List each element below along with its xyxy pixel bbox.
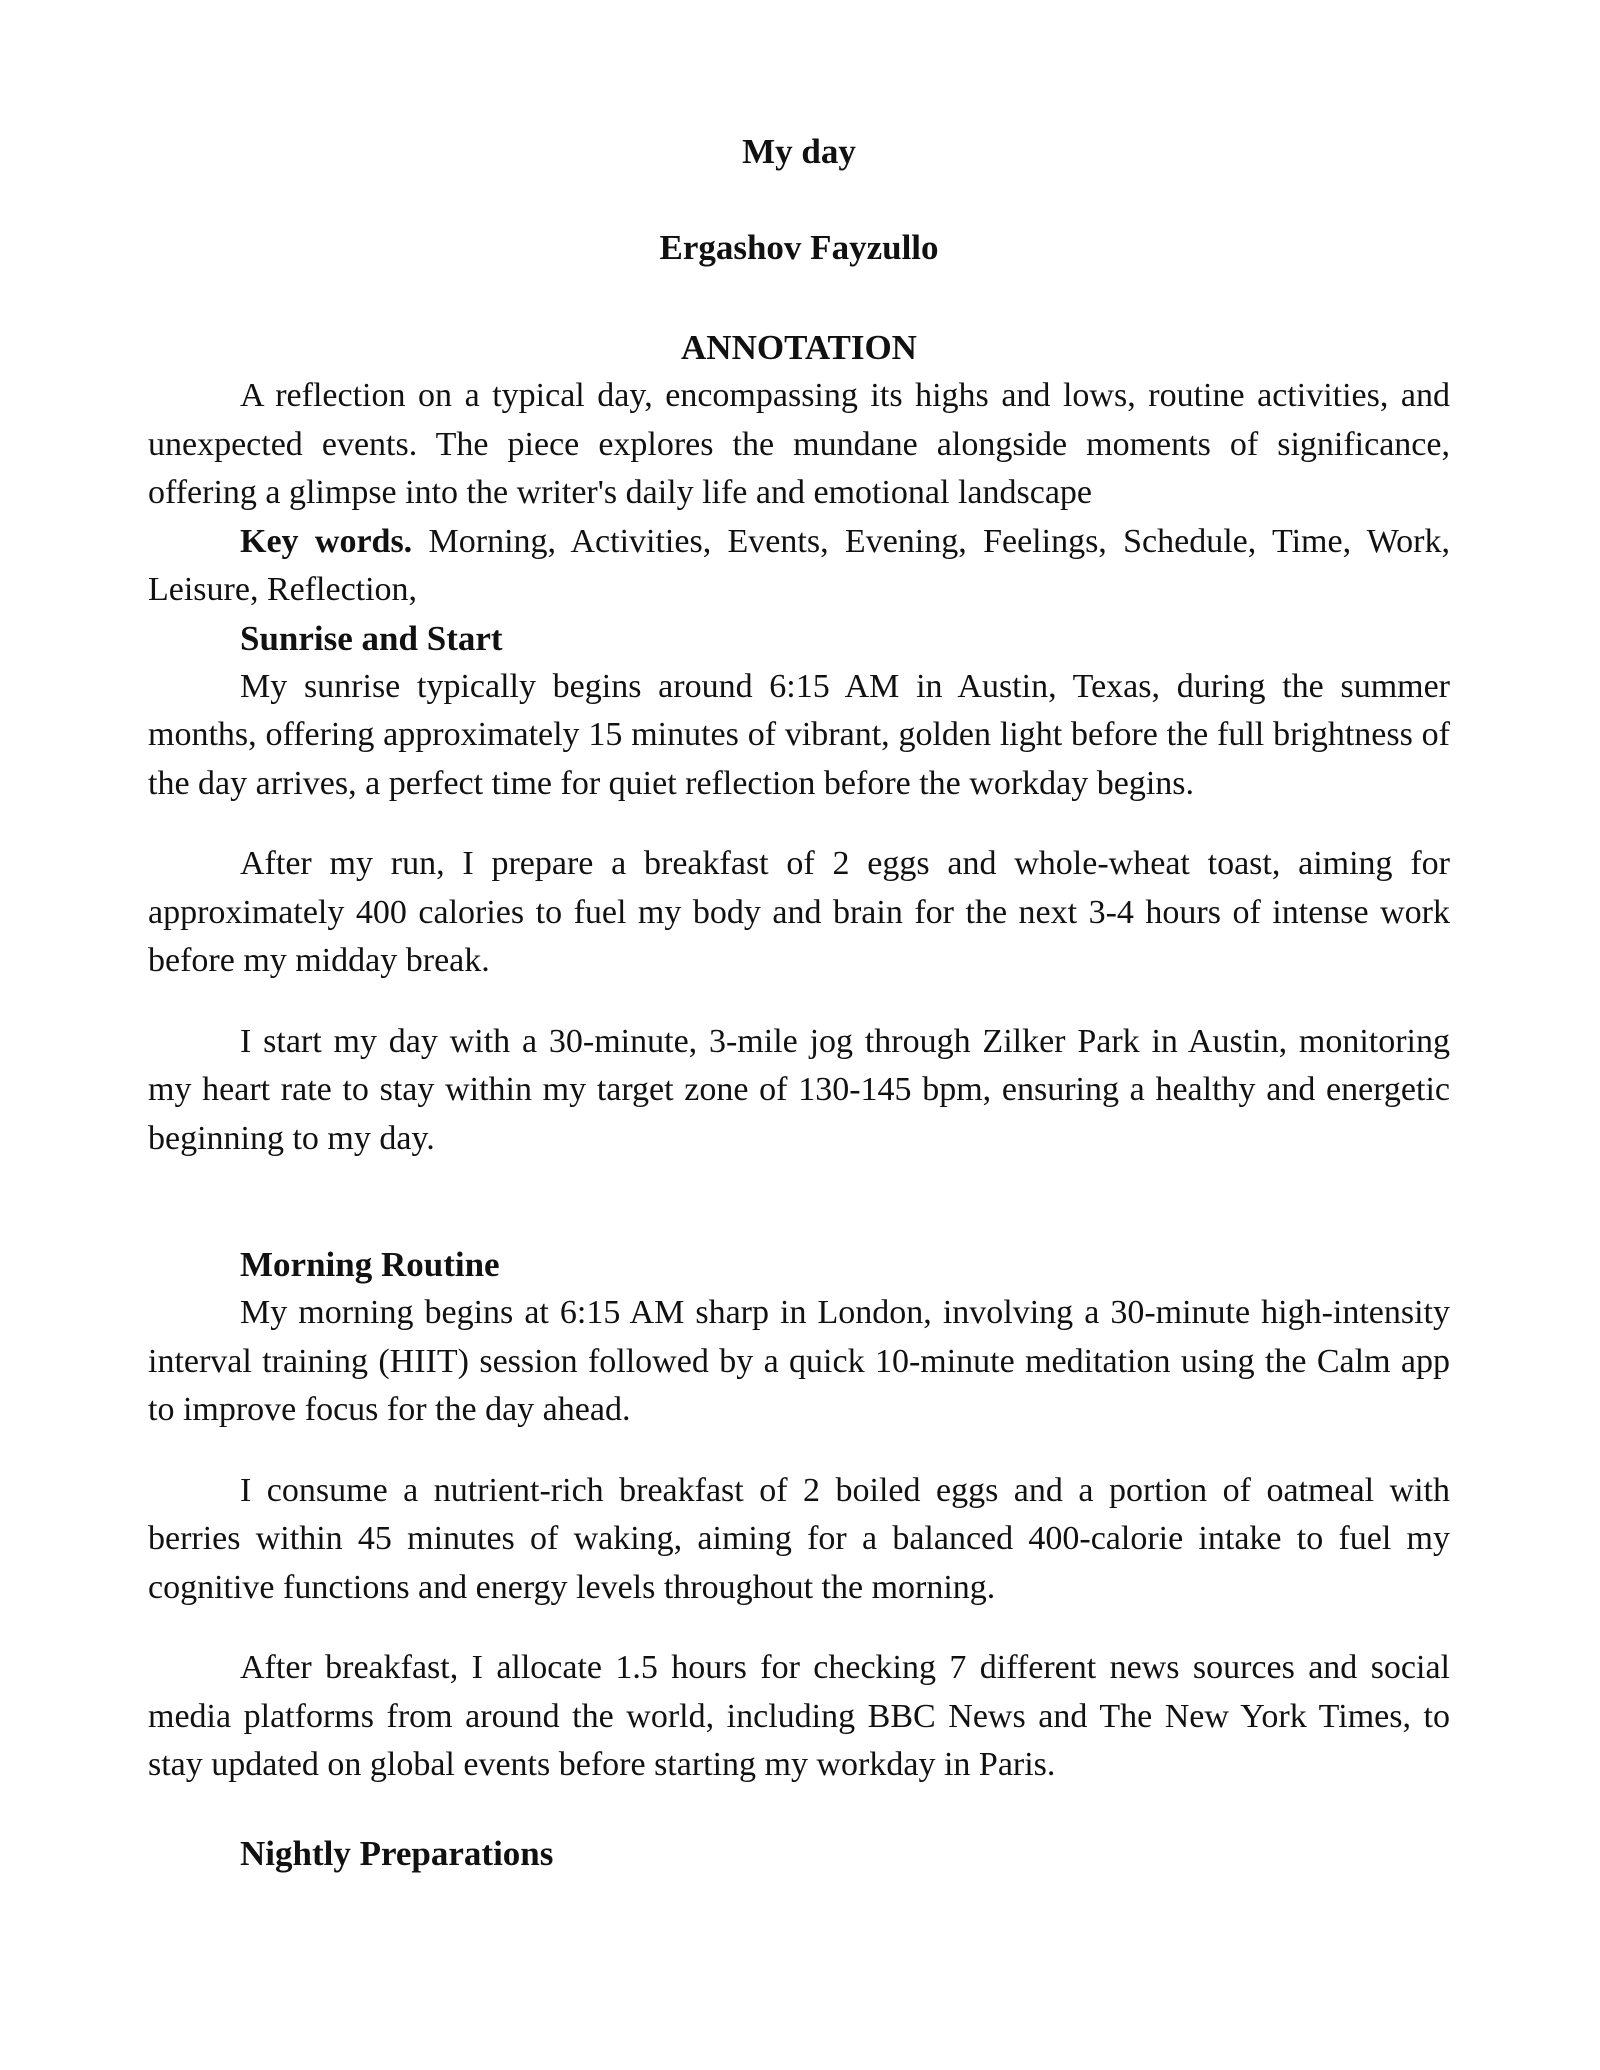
author-name: Ergashov Fayzullo xyxy=(659,228,939,267)
section-paragraph: After my run, I prepare a breakfast of 2 eggs and whole-wheat toast, aiming for approximately 400 calories to fuel my body and brain for the next 3-4 hours of intense work before my midday break. xyxy=(148,845,1450,979)
annotation-text: A reflection on a typical day, encompassing its highs and lows, routine activities, and unexpected events. The piece explores the mundane alongside moments of significance, offering a glimpse into the writer's daily life and emotional landscape xyxy=(148,377,1450,511)
section-paragraph: My sunrise typically begins around 6:15 AM in Austin, Texas, during the summer months, offering approximately 15 minutes of vibrant, golden light before the full brightness of the day arrives, a perfect time for quiet reflection before the workday begins. xyxy=(148,667,1450,802)
section-heading-morning-routine: Morning Routine xyxy=(240,1245,500,1284)
keywords-text: Morning, Activities, Events, Evening, Feelings, Schedule, Time, Work, Leisure, Reflection, xyxy=(148,522,1450,608)
section-paragraph: I consume a nutrient-rich breakfast of 2 boiled eggs and a portion of oatmeal with berries within 45 minutes of waking, aiming for a balanced 400-calorie intake to fuel my cognitive functions and energy levels throughout the morning. xyxy=(148,1471,1450,1606)
annotation-heading: ANNOTATION xyxy=(681,328,917,367)
document-page xyxy=(148,128,1450,1878)
section-paragraph: I start my day with a 30-minute, 3-mile jog through Zilker Park in Austin, monitoring my heart rate to stay within my target zone of 130-145 bpm, ensuring a healthy and energetic beginning to my day. xyxy=(148,1022,1450,1157)
section-paragraph: After breakfast, I allocate 1.5 hours for checking 7 different news sources and social media platforms from around the world, including BBC News and The New York Times, to stay updated on global events before starting my workday in Paris. xyxy=(148,1649,1450,1783)
section-heading-nightly-preparations: Nightly Preparations xyxy=(240,1833,554,1873)
keywords-label: Key words. xyxy=(240,522,413,560)
section-heading-sunrise-and-start: Sunrise and Start xyxy=(240,618,503,658)
document-title: My day xyxy=(742,132,856,171)
keywords-paragraph xyxy=(148,518,1450,615)
section-paragraph: My morning begins at 6:15 AM sharp in London, involving a 30-minute high-intensity interval training (HIIT) session followed by a quick 10-minute meditation using the Calm app to improve focus for the day ahead. xyxy=(148,1294,1450,1428)
